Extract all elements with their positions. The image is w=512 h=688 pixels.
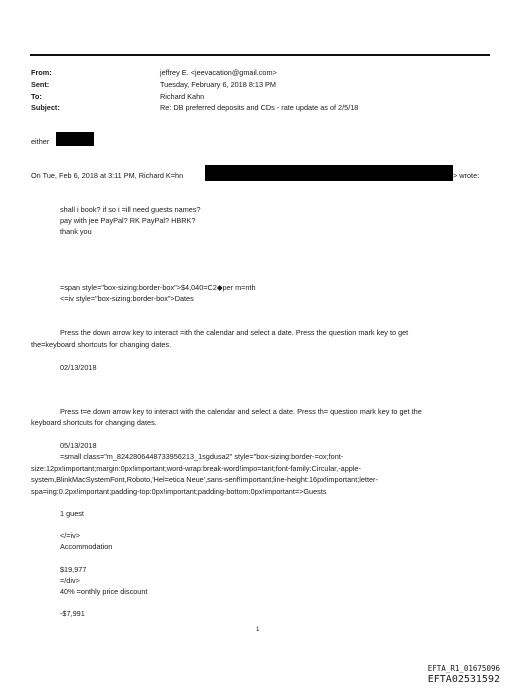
discount-amount: -$7,991 — [60, 609, 85, 618]
html-fragment: system,BlinkMacSystemFont,Roboto,'Hel=etica Neue',sans-serif!important;line-height:16px!important;letter- — [31, 475, 378, 484]
document-id-small: EFTA_R1_01675096 — [427, 664, 500, 673]
redaction-block — [205, 165, 453, 181]
price-value: $19,977 — [60, 565, 87, 574]
quote-intro: On Tue, Feb 6, 2018 at 3:11 PM, Richard K=hn — [31, 171, 184, 180]
from-label: From: — [31, 68, 52, 77]
html-fragment: =small class="m_8242806448733956213_1sgdusa2" style="box-sizing:border-=ox;font- — [60, 452, 344, 461]
html-fragment: spa=ing:0.2px!important;padding-top:0px!important;padding-bottom:0px!important=>Guests — [31, 487, 327, 496]
html-fragment: size:12px!important;margin:0px!important;word-wrap:break-word!impo=tant;font-family:Circular,-apple- — [31, 464, 361, 473]
from-value: jeffrey E. <jeevacation@gmail.com> — [160, 68, 277, 77]
redaction-block — [56, 132, 94, 146]
header-divider — [30, 54, 490, 56]
paragraph-line: Press the down arrow key to interact =ith the calendar and select a date. Press the question mark key to get — [60, 328, 409, 337]
quoted-line: pay with jee PayPal? RK PayPal? HBRK? — [60, 216, 196, 225]
html-fragment: =/div> — [60, 576, 80, 585]
quoted-line: thank you — [60, 227, 92, 236]
subject-value: Re: DB preferred deposits and CDs - rate update as of 2/5/18 — [160, 103, 359, 112]
guests-text: 1 guest — [60, 509, 84, 518]
date-value: 05/13/2018 — [60, 441, 97, 450]
paragraph-line: keyboard shortcuts for changing dates. — [31, 418, 157, 427]
document-id: EFTA02531592 — [427, 674, 500, 685]
paragraph-line: Press t=e down arrow key to interact with the calendar and select a date. Press th= question mark key to get the — [60, 407, 422, 416]
sent-value: Tuesday, February 6, 2018 8:13 PM — [160, 80, 277, 89]
page-number: 1 — [256, 627, 260, 633]
sent-label: Sent: — [31, 80, 50, 89]
accommodation-text: Accommodation — [60, 542, 113, 551]
either-text: either — [31, 137, 50, 146]
date-value: 02/13/2018 — [60, 363, 97, 372]
to-value: Richard Kahn — [160, 92, 205, 101]
discount-text: 40% =onthly price discount — [60, 587, 148, 596]
html-fragment: =span style="box-sizing:border-box">$4,040=C2◆per m=nth — [60, 283, 256, 292]
subject-label: Subject: — [31, 103, 60, 112]
quote-intro-end: > wrote: — [453, 171, 480, 180]
to-label: To: — [31, 92, 42, 101]
html-fragment: </=iv> — [60, 531, 81, 540]
paragraph-line: the=keyboard shortcuts for changing dates. — [31, 340, 172, 349]
html-fragment: <=iv style="box-sizing:border-box">Dates — [60, 294, 194, 303]
quoted-line: shall i book? if so i =ill need guests names? — [60, 205, 201, 214]
